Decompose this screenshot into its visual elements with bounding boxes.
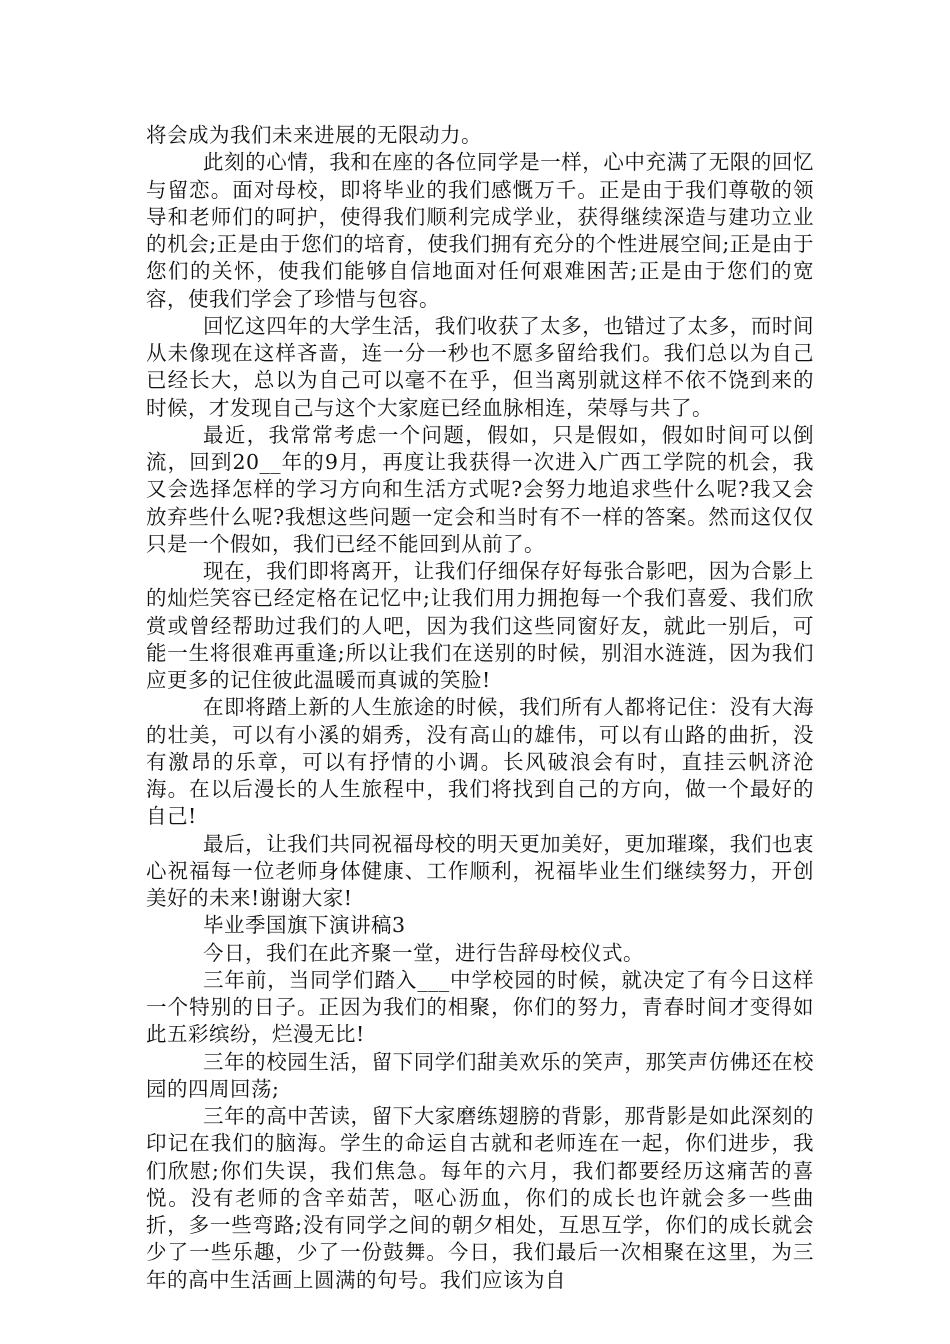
paragraph: 最后，让我们共同祝福母校的明天更加美好，更加璀璨，我们也衷心祝福每一位老师身体健康、工作顺利，祝福毕业生们继续努力，开创美好的未来!谢谢大家! bbox=[146, 831, 814, 910]
paragraph: 三年前，当同学们踏入___中学校园的时候，就决定了有今日这样一个特别的日子。正因为我们的相聚，你们的努力，青春时间才变得如此五彩缤纷，烂漫无比! bbox=[146, 967, 814, 1047]
paragraph: 最近，我常常考虑一个问题，假如，只是假如，假如时间可以倒流，回到20__年的9月，再度让我获得一次进入广西工学院的机会，我又会选择怎样的学习方向和生活方式呢?会努力地追求些什么呢?我又会放弃些什么呢?我想这些问题一定会和当时有不一样的答案。然而这仅仅只是一个假如，我们已经不能回到从前了。 bbox=[146, 422, 814, 556]
paragraph: 此刻的心情，我和在座的各位同学是一样，心中充满了无限的回忆与留恋。面对母校，即将毕业的我们感慨万千。正是由于我们尊敬的领导和老师们的呵护，使得我们顺利完成学业，获得继续深造与建功立业的机会;正是由于您们的培育，使我们拥有充分的个性进展空间;正是由于您们的关怀，使我们能够自信地面对任何艰难困苦;正是由于您们的宽容，使我们学会了珍惜与包容。 bbox=[146, 150, 814, 311]
paragraph: 三年的高中苦读，留下大家磨练翅膀的背影，那背影是如此深刻的印记在我们的脑海。学生的命运自古就和老师连在一起，你们进步，我们欣慰;你们失误，我们焦急。每年的六月，我们都要经历这痛苦的喜悦。没有老师的含辛茹苦，呕心沥血，你们的成长也许就会多一些曲折，多一些弯路;没有同学之间的朝夕相处，互思互学，你们的成长就会少了一些乐趣，少了一份鼓舞。今日，我们最后一次相聚在这里，为三年的高中生活画上圆满的句号。我们应该为自 bbox=[146, 1104, 814, 1292]
document-body bbox=[146, 122, 814, 1294]
paragraph: 回忆这四年的大学生活，我们收获了太多，也错过了太多，而时间从未像现在这样吝啬，连一分一秒也不愿多留给我们。我们总以为自己已经长大，总以为自己可以毫不在乎，但当离别就这样不依不饶到来的时候，才发现自己与这个大家庭已经血脉相连，荣辱与共了。 bbox=[146, 313, 814, 420]
paragraph: 现在，我们即将离开，让我们仔细保存好每张合影吧，因为合影上的灿烂笑容已经定格在记忆中;让我们用力拥抱每一个我们喜爱、我们欣赏或曾经帮助过我们的人吧，因为我们这些同窗好友，就此一别后，可能一生将很难再重逢;所以让我们在送别的时候，别泪水涟涟，因为我们应更多的记住彼此温暖而真诚的笑脸! bbox=[146, 559, 814, 692]
section-heading: 毕业季国旗下演讲稿3 bbox=[203, 913, 406, 938]
paragraph: 将会成为我们未来进展的无限动力。 bbox=[146, 123, 482, 147]
paragraph: 今日，我们在此齐聚一堂，进行告辞母校仪式。 bbox=[203, 940, 644, 965]
paragraph: 三年的校园生活，留下同学们甜美欢乐的笑声，那笑声仿佛还在校园的四周回荡; bbox=[146, 1049, 814, 1101]
paragraph: 在即将踏上新的人生旅途的时候，我们所有人都将记住：没有大海的壮美，可以有小溪的娟秀，没有高山的雄伟，可以有山路的曲折，没有激昂的乐章，可以有抒情的小调。长风破浪会有时，直挂云帆济沧海。在以后漫长的人生旅程中，我们将找到自己的方向，做一个最好的自己! bbox=[146, 695, 814, 829]
